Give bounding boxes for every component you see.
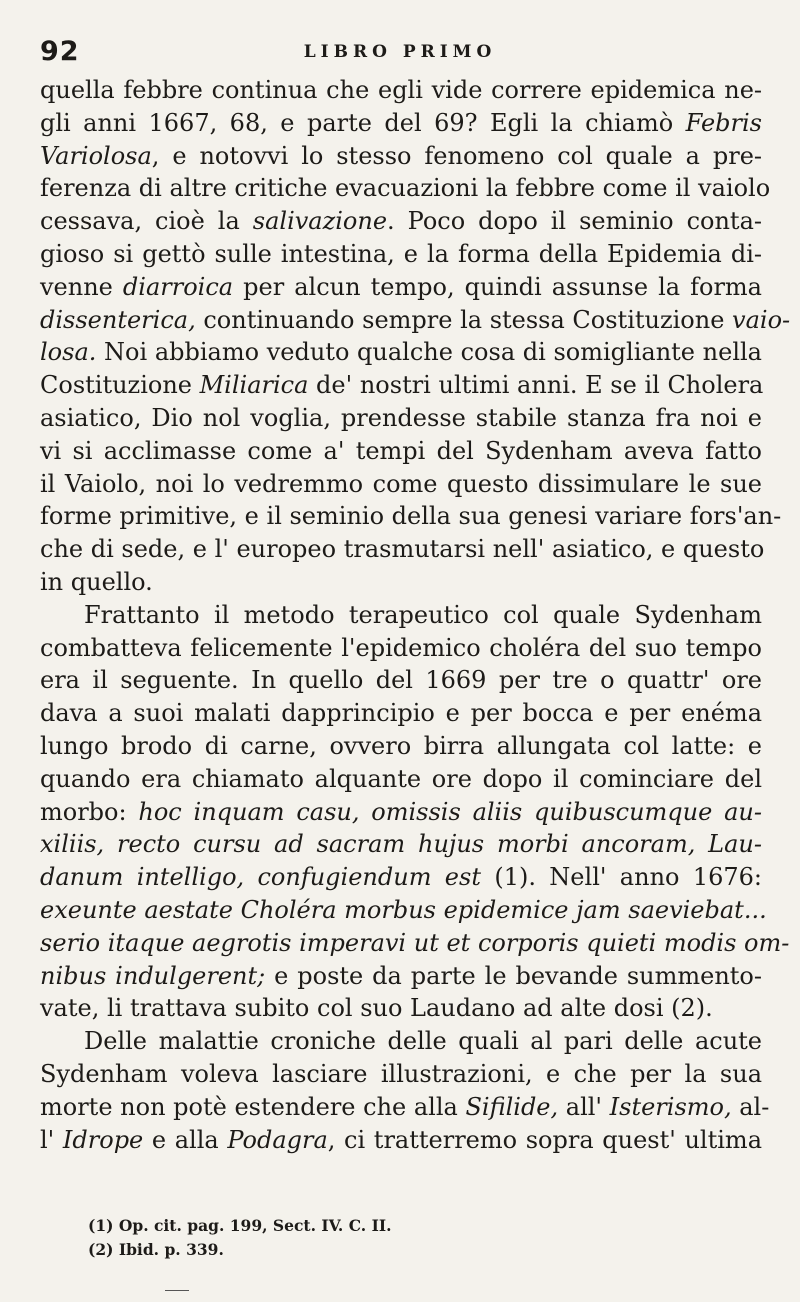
text-line <box>40 894 767 927</box>
text-segment: , ci tratterremo sopra quest' ultima <box>327 1125 762 1154</box>
text-segment: dava a suoi malati dapprincipio e per bocca e per enéma <box>40 699 762 728</box>
italic-segment: Variolosa <box>40 141 152 170</box>
italic-segment: danum intelligo, confugiendum est <box>40 863 481 892</box>
text-segment: morte non potè estendere che alla <box>40 1092 466 1121</box>
text-segment: vi si acclimasse come a' tempi del Sydenham aveva fatto <box>40 436 762 465</box>
text-segment: Delle malattie croniche delle quali al pari delle acute <box>84 1027 762 1056</box>
text-segment: (1). Nell' anno 1676: <box>480 863 762 892</box>
italic-segment: Sifilide, <box>465 1092 559 1121</box>
text-line <box>40 402 762 435</box>
text-line <box>40 74 762 107</box>
italic-segment: dissenterica, <box>40 305 196 334</box>
text-segment: , e notovvi lo stesso fenomeno col quale a pre- <box>151 141 762 170</box>
text-segment: Sydenham voleva lasciare illustrazioni, e che per la sua <box>40 1059 762 1088</box>
text-segment: al- <box>731 1092 770 1121</box>
text-line <box>40 1091 770 1124</box>
text-line <box>40 205 762 238</box>
text-segment: quella febbre continua che egli vide correre epidemica ne- <box>40 76 762 104</box>
text-line <box>40 828 762 861</box>
footnote-2: (2) Ibid. p. 339. <box>88 1240 224 1259</box>
text-line <box>40 566 762 599</box>
text-line <box>40 336 762 369</box>
italic-segment: salivazione <box>252 207 388 236</box>
text-segment: per alcun tempo, quindi assunse la forma <box>233 272 762 301</box>
text-segment: Noi abbiamo veduto qualche cosa di somigliante nella <box>96 338 762 367</box>
italic-segment: diarroica <box>122 272 234 301</box>
text-segment: gli anni 1667, 68, e parte del 69? Egli la chiamò <box>40 108 686 137</box>
bottom-rule <box>165 1290 189 1291</box>
text-line <box>40 107 762 140</box>
text-line <box>40 140 762 173</box>
text-segment: gioso si gettò sulle intestina, e la forma della Epidemia di- <box>40 239 762 268</box>
text-segment: e alla <box>143 1125 228 1154</box>
text-segment: Costituzione <box>40 371 200 400</box>
italic-segment: nibus indulgerent; <box>40 961 266 990</box>
text-segment: lungo brodo di carne, ovvero birra allungata col latte: e <box>40 731 762 760</box>
text-line <box>40 468 762 501</box>
text-segment: all' <box>558 1092 610 1121</box>
text-line <box>40 304 791 337</box>
italic-segment: exeunte aestate Choléra morbus epidemice jam saeviebat... <box>40 895 767 924</box>
italic-segment: xiliis, recto cursu ad sacram hujus morbi ancoram, Lau- <box>40 830 762 859</box>
text-line <box>40 1025 762 1058</box>
text-segment: e poste da parte le bevande summento- <box>265 961 762 990</box>
text-segment: combatteva felicemente l'epidemico choléra del suo tempo <box>40 633 762 662</box>
text-line <box>40 763 762 796</box>
text-line <box>40 435 762 468</box>
italic-segment: hoc inquam casu, omissis aliis quibuscumque au- <box>138 797 762 826</box>
italic-segment: losa. <box>40 338 97 367</box>
text-line <box>40 927 790 960</box>
text-line <box>40 730 762 763</box>
text-line <box>40 1124 762 1157</box>
footnote-1: (1) Op. cit. pag. 199, Sect. IV. C. II. <box>88 1216 392 1235</box>
text-line <box>40 664 762 697</box>
text-segment: asiatico, Dio nol voglia, prendesse stabile stanza fra noi e <box>40 403 762 432</box>
text-segment: ferenza di altre critiche evacuazioni la febbre come il vaiolo <box>40 174 771 203</box>
text-segment: continuando sempre la stessa Costituzione <box>195 305 733 334</box>
text-line <box>40 960 762 993</box>
text-segment: che di sede, e l' europeo trasmutarsi nell' asiatico, e questo <box>40 535 765 564</box>
italic-segment: Idrope <box>62 1125 144 1154</box>
text-segment: l' <box>40 1125 63 1154</box>
text-segment: era il seguente. In quello del 1669 per tre o quattr' ore <box>40 666 762 695</box>
italic-segment: Febris <box>685 108 762 137</box>
body-text <box>40 74 791 1156</box>
page-number: 92 <box>40 36 80 67</box>
text-line <box>40 369 762 402</box>
text-segment: morbo: <box>40 797 139 826</box>
text-segment: vate, li trattava subito col suo Laudano ad alte dosi (2). <box>40 994 713 1023</box>
italic-segment: Miliarica <box>199 371 309 400</box>
italic-segment: serio itaque aegrotis imperavi ut et corporis quieti modis om- <box>40 928 790 957</box>
italic-segment: vaio- <box>732 305 791 334</box>
text-line <box>40 271 762 304</box>
running-head: LIBRO PRIMO <box>303 42 497 62</box>
text-line <box>40 500 782 533</box>
text-line <box>40 599 762 632</box>
text-segment: . Poco dopo il seminio conta- <box>387 207 762 236</box>
text-line <box>40 533 765 566</box>
footnotes <box>88 1214 391 1262</box>
text-segment: Frattanto il metodo terapeutico col quale Sydenham <box>84 600 762 629</box>
text-segment: quando era chiamato alquante ore dopo il cominciare del <box>40 764 762 793</box>
text-line <box>40 238 762 271</box>
text-segment: de' nostri ultimi anni. E se il Cholera <box>308 371 764 400</box>
text-line <box>40 861 762 894</box>
text-line <box>40 992 762 1025</box>
text-segment: venne <box>40 272 123 301</box>
text-segment: cessava, cioè la <box>40 207 253 236</box>
text-line <box>40 796 762 829</box>
text-segment: il Vaiolo, noi lo vedremmo come questo dissimulare le sue <box>40 469 762 498</box>
italic-segment: Isterismo, <box>609 1092 732 1121</box>
text-line <box>40 1058 762 1091</box>
text-line <box>40 632 762 665</box>
text-line <box>40 172 771 205</box>
text-segment: in quello. <box>40 567 153 596</box>
page-header <box>40 30 760 70</box>
italic-segment: Podagra <box>227 1125 328 1154</box>
text-line <box>40 697 762 730</box>
text-segment: forme primitive, e il seminio della sua genesi variare fors'an- <box>40 502 782 531</box>
